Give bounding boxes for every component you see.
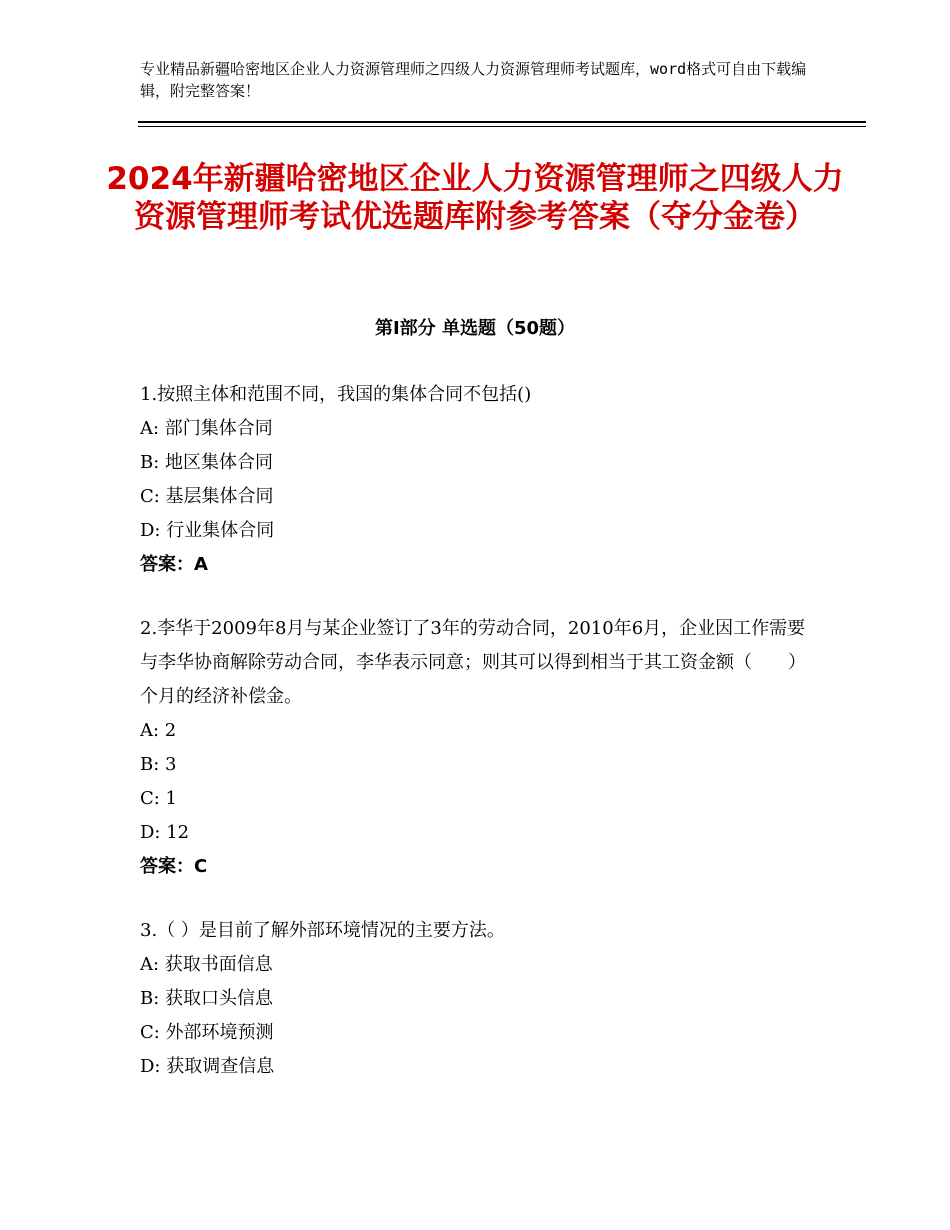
header-rule-thin (138, 126, 866, 127)
option-b: B: 地区集体合同 (140, 452, 274, 473)
option-a: A: 2 (140, 720, 177, 741)
option-d: D: 获取调查信息 (140, 1056, 275, 1077)
question-list (140, 378, 820, 1114)
question-stem: 3.（ ）是目前了解外部环境情况的主要方法。 (140, 920, 505, 941)
header-rule-thick (138, 121, 866, 123)
option-b: B: 3 (140, 754, 177, 775)
document-title: 2024年新疆哈密地区企业人力资源管理师之四级人力资源管理师考试优选题库附参考答案（夺分金卷） (106, 161, 844, 235)
option-b: B: 获取口头信息 (140, 988, 274, 1009)
option-d: D: 12 (140, 822, 190, 843)
question-1 (140, 378, 820, 582)
option-a: A: 部门集体合同 (140, 418, 273, 439)
option-a: A: 获取书面信息 (140, 954, 273, 975)
question-stem: 1.按照主体和范围不同，我国的集体合同不包括() (140, 384, 532, 405)
header-note: 专业精品新疆哈密地区企业人力资源管理师之四级人力资源管理师考试题库，word格式可自由下载编辑，附完整答案！ (140, 60, 807, 100)
question-3 (140, 914, 820, 1084)
question-stem: 2.李华于2009年8月与某企业签订了3年的劳动合同，2010年6月，企业因工作需要与李华协商解除劳动合同，李华表示同意；则其可以得到相当于其工资金额（ ）个月的经济补偿金。 (140, 618, 806, 707)
option-c: C: 1 (140, 788, 178, 809)
answer: 答案：C (140, 856, 208, 877)
option-c: C: 基层集体合同 (140, 486, 274, 507)
section-title: 第Ⅰ部分 单选题（50题） (374, 318, 575, 339)
option-d: D: 行业集体合同 (140, 520, 275, 541)
option-c: C: 外部环境预测 (140, 1022, 274, 1043)
answer: 答案：A (140, 554, 208, 575)
question-2 (140, 612, 820, 884)
